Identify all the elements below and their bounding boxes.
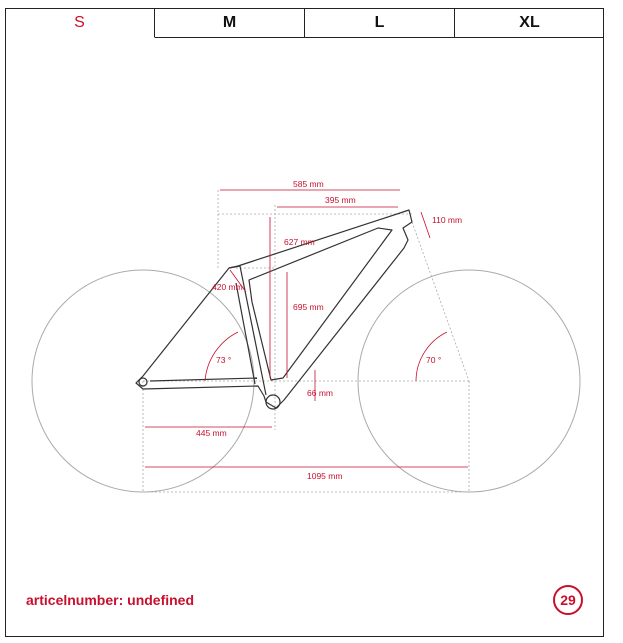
tab-size-m[interactable]: M [155, 8, 305, 38]
tab-size-s[interactable]: S [5, 8, 155, 38]
wheel-size-badge: 29 [553, 585, 583, 615]
dimension-labels [196, 179, 462, 481]
seat-tube-label: 420 mm [212, 282, 243, 292]
top-tube-label: 395 mm [325, 195, 356, 205]
bike-frame [136, 210, 412, 409]
tab-size-l[interactable]: L [305, 8, 455, 38]
bb-drop-label: 66 mm [307, 388, 333, 398]
guide-lines [143, 190, 469, 492]
reach-label: 585 mm [293, 179, 324, 189]
article-number-label: articelnumber: undefined [26, 592, 195, 608]
seat-angle-label: 73 ° [216, 355, 232, 365]
head-angle-label: 70 ° [426, 355, 442, 365]
effective-seat-tube-label: 695 mm [293, 302, 324, 312]
dimension-lines [145, 190, 468, 467]
chainstay-label: 445 mm [196, 428, 227, 438]
head-tube-label: 110 mm [432, 215, 463, 225]
tab-size-xl[interactable]: XL [455, 8, 604, 38]
stack-label: 627 mm [284, 237, 315, 247]
wheelbase-label: 1095 mm [307, 471, 343, 481]
